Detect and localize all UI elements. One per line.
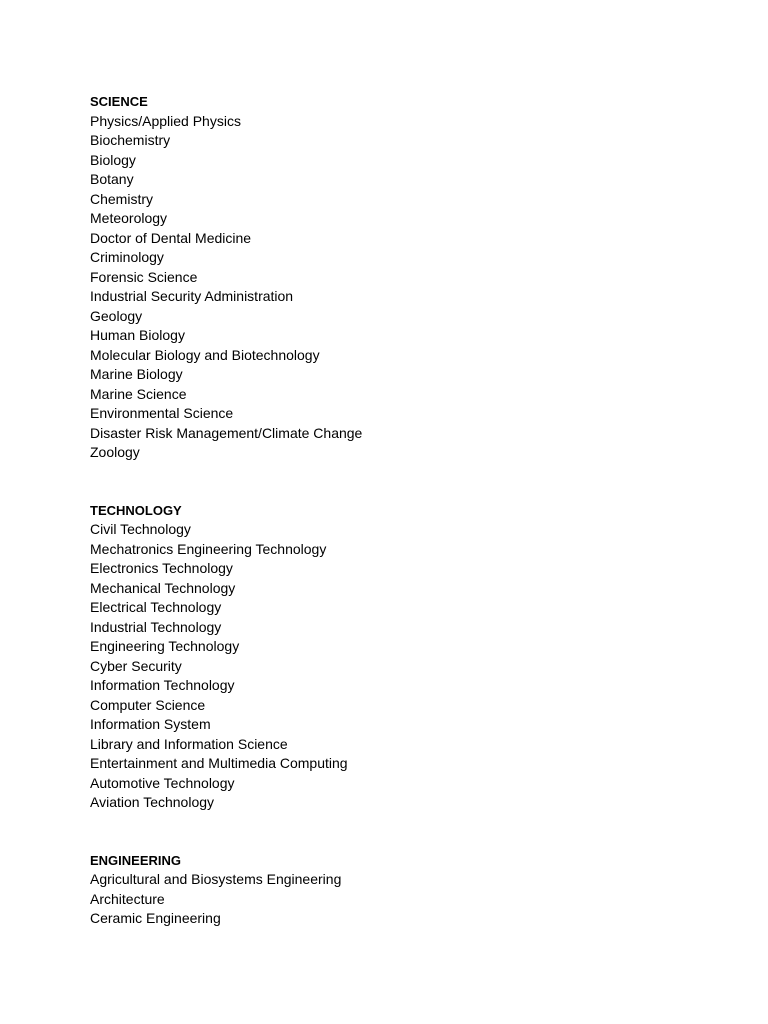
list-item: Molecular Biology and Biotechnology (90, 346, 320, 363)
section-heading: TECHNOLOGY (90, 502, 182, 518)
list-item: Biology (90, 151, 136, 168)
section-heading: ENGINEERING (90, 852, 182, 868)
section-science (90, 92, 730, 463)
list-item: Human Biology (90, 327, 185, 343)
list-item: Geology (90, 307, 143, 324)
list-item: Forensic Science (90, 268, 198, 285)
list-item: Meteorology (90, 210, 168, 226)
list-item: Environmental Science (90, 405, 234, 421)
list-item: Information System (90, 716, 211, 732)
section-heading: SCIENCE (90, 94, 148, 109)
list-item: Civil Technology (90, 521, 191, 537)
list-item: Aviation Technology (90, 794, 215, 810)
section-technology (90, 501, 730, 813)
course-list (90, 112, 730, 463)
list-item: Physics/Applied Physics (90, 112, 241, 129)
document-page (90, 92, 730, 929)
list-item: Industrial Technology (90, 618, 222, 635)
course-list (90, 870, 730, 929)
list-item: Electrical Technology (90, 599, 222, 615)
list-item: Agricultural and Biosystems Engineering (90, 871, 342, 887)
list-item: Disaster Risk Management/Climate Change (90, 424, 363, 441)
list-item: Architecture (90, 890, 165, 907)
list-item: Marine Biology (90, 366, 183, 382)
list-item: Botany (90, 171, 134, 187)
list-item: Industrial Security Administration (90, 288, 294, 304)
list-item: Criminology (90, 249, 164, 265)
course-list (90, 520, 730, 813)
list-item: Entertainment and Multimedia Computing (90, 755, 348, 771)
list-item: Electronics Technology (90, 560, 233, 576)
list-item: Engineering Technology (90, 638, 240, 654)
list-item: Chemistry (90, 190, 154, 207)
list-item: Computer Science (90, 696, 206, 713)
list-item: Mechanical Technology (90, 579, 236, 596)
list-item: Library and Information Science (90, 735, 288, 752)
list-item: Information Technology (90, 677, 235, 693)
section-engineering (90, 851, 730, 929)
list-item: Mechatronics Engineering Technology (90, 540, 327, 557)
list-item: Doctor of Dental Medicine (90, 229, 252, 246)
list-item: Cyber Security (90, 657, 182, 674)
list-item: Ceramic Engineering (90, 910, 221, 926)
list-item: Automotive Technology (90, 774, 235, 791)
list-item: Biochemistry (90, 132, 171, 148)
list-item: Marine Science (90, 385, 187, 402)
list-item: Zoology (90, 444, 140, 460)
